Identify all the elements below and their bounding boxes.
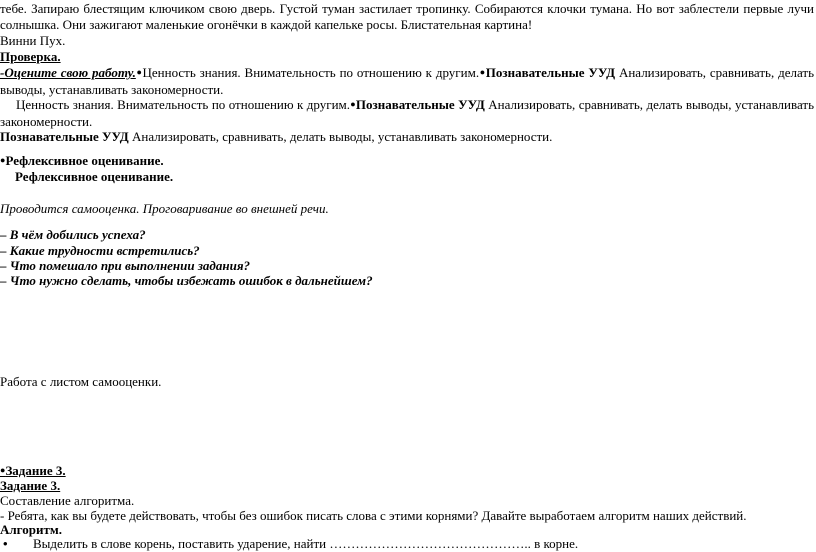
indent-text: Ценность знания. Внимательность по отношению к другим. <box>16 97 351 112</box>
question-3: – Что помешало при выполнении задания? <box>0 258 251 273</box>
self-assessment-sheet: Работа с листом самооценки. <box>0 374 162 389</box>
story-author: Винни Пух. <box>0 33 66 48</box>
reflex-heading-1-text: Рефлексивное оценивание. <box>5 153 164 168</box>
bullet-icon: ● <box>135 67 143 77</box>
algorithm-step-1 <box>3 536 814 552</box>
list-bullet-icon: • <box>3 536 8 551</box>
story-line-1: тебе. Запираю блестящим ключиком свою дверь. Густой туман застилает тропинку. Собираются клочки тумана. Но вот заблестели первые лучи <box>0 1 814 16</box>
bullet-icon: ● <box>479 67 486 77</box>
task3-prompt: - Ребята, как вы будете действовать, чтобы без ошибок писать слова с этими корнями? Давайте выработаем алгоритм наших действий. <box>0 508 747 523</box>
reflex-heading-1 <box>0 153 814 170</box>
question-2: – Какие трудности встретились? <box>0 243 200 258</box>
algorithm-step-1-text: Выделить в слове корень, поставить ударение, найти ……………………………………….. в корне. <box>33 536 579 551</box>
bullet-icon: ● <box>0 155 6 165</box>
check-indent-paragraph <box>0 97 814 130</box>
task3-subtitle: Составление алгоритма. <box>0 493 135 508</box>
task3-heading-2: Задание 3. <box>0 478 61 493</box>
indent-uud-label: Познавательные УУД <box>355 97 485 112</box>
check-task: -Оцените свою работу. <box>0 65 136 80</box>
uud-label: Познавательные УУД <box>485 65 616 80</box>
reflex-heading-2: Рефлексивное оценивание. <box>15 169 174 184</box>
algorithm-label: Алгоритм. <box>0 522 62 537</box>
question-1: – В чём добились успеха? <box>0 227 146 242</box>
task3-heading-1-text: Задание 3. <box>5 463 66 478</box>
uud3-text: Анализировать, сравнивать, делать выводы, устанавливать закономерности. <box>128 129 553 144</box>
bullet-icon: ● <box>350 99 356 109</box>
check-heading: Проверка. <box>0 49 61 64</box>
uud3-label: Познавательные УУД <box>0 129 129 144</box>
check-paragraph <box>0 65 814 98</box>
question-4: – Что нужно сделать, чтобы избежать ошибок в дальнейшем? <box>0 273 373 288</box>
reflex-intro: Проводится самооценка. Проговаривание во внешней речи. <box>0 201 329 216</box>
check-text-2: Анализировать, сравнивать, делать выводы, устанавливать закономерности. <box>0 65 815 97</box>
uud-line-3 <box>0 129 814 145</box>
story-line-2: солнышка. Они зажигают маленькие огонёчки в каждой капельке росы. Блистательная картина! <box>0 17 533 32</box>
bullet-icon: ● <box>0 465 6 475</box>
indent-rest: Анализировать, сравнивать, делать выводы, устанавливать закономерности. <box>0 97 814 129</box>
check-text-1: Ценность знания. Внимательность по отношению к другим. <box>142 65 480 80</box>
